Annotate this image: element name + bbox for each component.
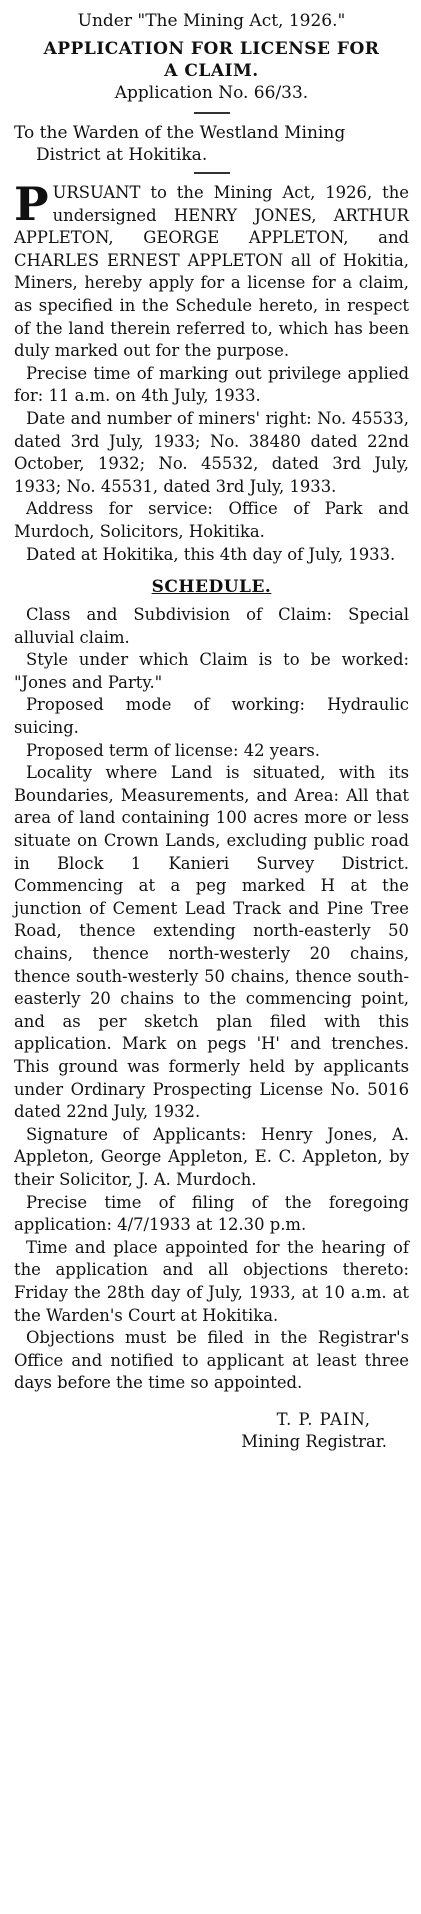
style-paragraph: Style under which Claim is to be worked: "Jones and Party." — [14, 650, 409, 692]
schedule-heading: SCHEDULE. — [151, 577, 272, 598]
marking-time-paragraph: Precise time of marking out privilege applied for: 11 a.m. on 4th July, 1933. — [14, 363, 409, 406]
address-paragraph: Address for service: Office of Park and Murdoch, Solicitors, Hokitika. — [14, 499, 409, 541]
filing-time-paragraph: Precise time of filing of the foregoing application: 4/7/1933 at 12.30 p.m. — [14, 1192, 409, 1235]
registrar-title: Mining Registrar. — [241, 1431, 387, 1451]
intro-text: URSUANT to the Mining Act, 1926, the undersigned HENRY JONES, ARTHUR APPLETON, GEORGE APPLETON, and CHARLES ERNEST APPLETON all of Hokitia, Miners, hereby apply for a license for a claim, as specified in the Schedule hereto, in respect of the land therein referred to, which has been duly marked out for the purpose. — [14, 183, 409, 361]
act-heading: Under "The Mining Act, 1926." — [77, 11, 346, 31]
application-title-line2: A CLAIM. — [164, 61, 259, 81]
mode-paragraph: Proposed mode of working: Hydraulic suicing. — [14, 695, 409, 738]
application-number: Application No. 66/33. — [114, 83, 309, 103]
application-title-line1: APPLICATION FOR LICENSE FOR — [43, 39, 380, 59]
intro-paragraph — [14, 177, 409, 363]
hearing-paragraph: Time and place appointed for the hearing of the application and all objections thereto: Friday the 28th day of July, 1933, at 10 a.m. at the Warden's Court at Hokitika. — [14, 1237, 409, 1325]
locality-paragraph: Locality where Land is situated, with its Boundaries, Measurements, and Area: All that area of land containing 100 acres more or less situate on Crown Lands, excluding public road in Block 1 Kanieri Survey District. Commencing at a peg marked H at the junction of Cement Lead Track and Pine Tree Road, thence extending north-easterly 50 chains, thence north-westerly 20 chains, thence south-westerly 50 chains, thence south-easterly 20 chains to the commencing point, and as per sketch plan filed with this application. Mark on pegs 'H' and trenches. This ground was formerly held by applicants under Ordinary Prospecting License No. 5016 dated 22nd July, 1932. — [14, 763, 409, 1122]
signature-paragraph: Signature of Applicants: Henry Jones, A. Appleton, George Appleton, E. C. Appleton, by their Solicitor, J. A. Murdoch. — [14, 1124, 409, 1189]
miners-rights-paragraph: Date and number of miners' right: No. 45533, dated 3rd July, 1933; No. 38480 dated 22nd October, 1932; No. 45532, dated 3rd July, 1933; No. 45531, dated 3rd July, 1933. — [14, 408, 409, 496]
objections-paragraph: Objections must be filed in the Registrar's Office and notified to applicant at least three days before the time so appointed. — [14, 1328, 409, 1393]
registrar-name: T. P. PAIN, — [276, 1409, 371, 1429]
application-body — [14, 177, 409, 566]
class-paragraph: Class and Subdivision of Claim: Special alluvial claim. — [14, 605, 409, 647]
divider-rule — [194, 112, 230, 114]
divider-rule — [194, 172, 230, 174]
addressee: To the Warden of the Westland Mining District at Hokitika. — [14, 123, 346, 165]
drop-cap: P — [14, 177, 49, 231]
dated-paragraph: Dated at Hokitika, this 4th day of July, 1933. — [26, 544, 396, 564]
registrar-signature — [14, 1409, 409, 1453]
term-paragraph: Proposed term of license: 42 years. — [26, 740, 320, 760]
schedule-body — [14, 604, 409, 1395]
